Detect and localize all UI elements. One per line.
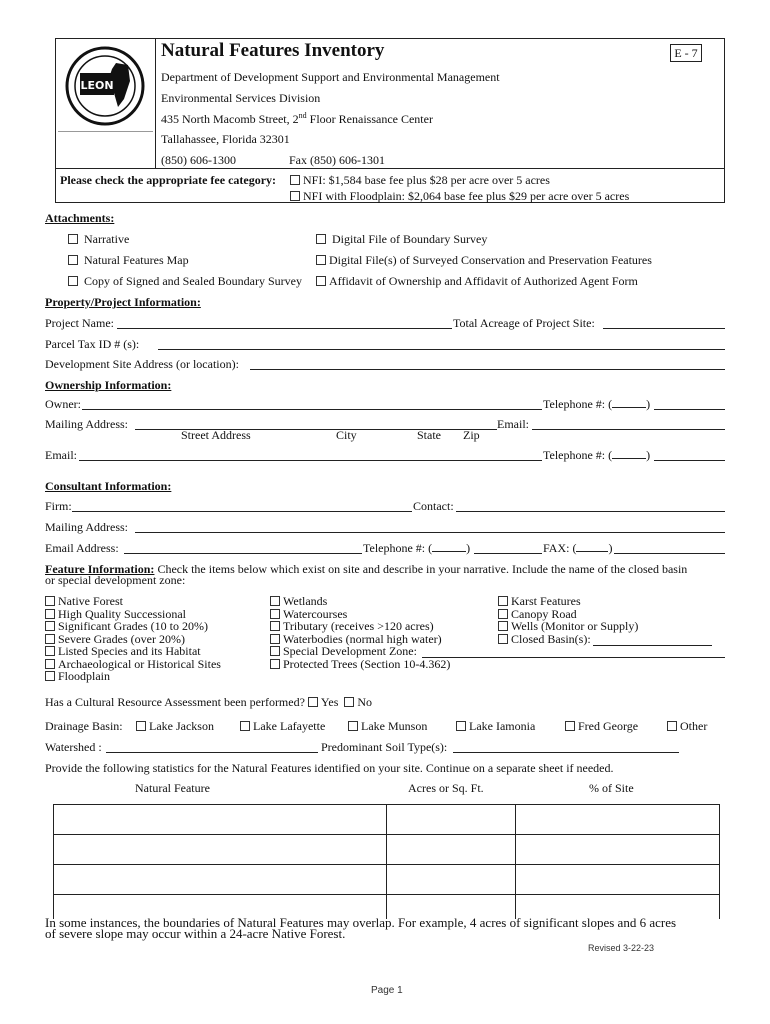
feature-item[interactable]: Watercourses bbox=[270, 608, 450, 621]
logo-text: LEON bbox=[80, 79, 114, 92]
form-code: E - 7 bbox=[670, 44, 702, 62]
drainage-option[interactable]: Fred George bbox=[565, 719, 638, 734]
consultant-telephone-field[interactable] bbox=[474, 553, 542, 554]
feature-item[interactable]: Tributary (receives >120 acres) bbox=[270, 620, 450, 633]
feature-item[interactable]: Floodplain bbox=[45, 670, 221, 683]
table-row bbox=[54, 805, 720, 835]
drainage-option[interactable]: Lake Iamonia bbox=[456, 719, 535, 734]
feature-item[interactable]: Significant Grades (10 to 20%) bbox=[45, 620, 221, 633]
drainage-option[interactable]: Lake Munson bbox=[348, 719, 427, 734]
checkbox-icon[interactable] bbox=[270, 646, 280, 656]
feature-item[interactable]: Native Forest bbox=[45, 595, 221, 608]
checkbox-icon[interactable] bbox=[68, 276, 78, 286]
consultant-heading: Consultant Information: bbox=[45, 479, 172, 493]
checkbox-icon[interactable] bbox=[136, 721, 146, 731]
attachment-affidavit[interactable]: Affidavit of Ownership and Affidavit of Authorized Agent Form bbox=[316, 274, 638, 289]
street-address-caption: Street Address bbox=[181, 428, 251, 442]
property-heading: Property/Project Information: bbox=[45, 295, 201, 309]
fee-label: Please check the appropriate fee category: bbox=[60, 173, 277, 187]
consultant-fax-field[interactable] bbox=[614, 553, 725, 554]
stats-cell[interactable] bbox=[516, 865, 720, 895]
checkbox-icon[interactable] bbox=[316, 276, 326, 286]
fee-option-floodplain[interactable]: NFI with Floodplain: $2,064 base fee plus $29 per acre over 5 acres bbox=[290, 189, 629, 204]
checkbox-icon[interactable] bbox=[498, 596, 508, 606]
feature-item[interactable]: High Quality Successional bbox=[45, 608, 221, 621]
table-row bbox=[54, 835, 720, 865]
leon-county-seal-icon bbox=[58, 41, 153, 131]
watershed-field[interactable] bbox=[106, 752, 318, 753]
consultant-telephone-label: Telephone #: ( ) bbox=[363, 541, 471, 555]
checkbox-icon[interactable] bbox=[68, 255, 78, 265]
cultural-question: Has a Cultural Resource Assessment been performed? Yes No bbox=[45, 695, 373, 709]
checkbox-icon[interactable] bbox=[290, 175, 300, 185]
stats-cell[interactable] bbox=[387, 865, 516, 895]
checkbox-icon[interactable] bbox=[45, 671, 55, 681]
checkbox-icon[interactable] bbox=[68, 234, 78, 244]
zip-caption: Zip bbox=[463, 428, 480, 442]
table-row bbox=[54, 865, 720, 895]
special-zone-field[interactable] bbox=[422, 657, 725, 658]
fee-option-nfi[interactable]: NFI: $1,584 base fee plus $28 per acre over 5 acres bbox=[290, 173, 550, 188]
cultural-no-checkbox-icon[interactable] bbox=[344, 697, 354, 707]
parcel-field[interactable] bbox=[158, 349, 725, 350]
attachment-digital-conservation[interactable]: Digital File(s) of Surveyed Conservation and Preservation Features bbox=[316, 253, 652, 268]
soil-type-field[interactable] bbox=[453, 752, 679, 753]
feature-item[interactable]: Karst Features bbox=[498, 595, 638, 608]
checkbox-icon[interactable] bbox=[348, 721, 358, 731]
checkbox-icon[interactable] bbox=[667, 721, 677, 731]
ownership-heading: Ownership Information: bbox=[45, 378, 172, 392]
feature-column-1 bbox=[45, 595, 221, 683]
project-name-field[interactable] bbox=[117, 328, 452, 329]
checkbox-icon[interactable] bbox=[45, 646, 55, 656]
feature-item[interactable]: Wells (Monitor or Supply) bbox=[498, 620, 638, 633]
owner-telephone2-field[interactable] bbox=[654, 460, 725, 461]
fax-number: Fax (850) 606-1301 bbox=[289, 153, 385, 167]
drainage-option[interactable]: Lake Jackson bbox=[136, 719, 214, 734]
feature-item[interactable]: Wetlands bbox=[270, 595, 450, 608]
owner-telephone-field[interactable] bbox=[654, 409, 725, 410]
checkbox-icon[interactable] bbox=[316, 234, 326, 244]
owner-telephone2-label: Telephone #: ( ) bbox=[543, 448, 651, 462]
attachment-narrative[interactable]: Narrative bbox=[68, 232, 129, 247]
feature-item[interactable]: Closed Basin(s): bbox=[498, 633, 638, 646]
drainage-option[interactable]: Lake Lafayette bbox=[240, 719, 325, 734]
stats-cell[interactable] bbox=[387, 805, 516, 835]
checkbox-icon[interactable] bbox=[270, 596, 280, 606]
city-line: Tallahassee, Florida 32301 bbox=[161, 132, 290, 146]
city-caption: City bbox=[336, 428, 357, 442]
stats-table bbox=[53, 804, 720, 919]
feature-item[interactable]: Severe Grades (over 20%) bbox=[45, 633, 221, 646]
owner-email-inline-label: Email: bbox=[497, 417, 529, 431]
checkbox-icon[interactable] bbox=[270, 609, 280, 619]
stats-col-acres: Acres or Sq. Ft. bbox=[408, 781, 484, 795]
checkbox-icon[interactable] bbox=[498, 609, 508, 619]
checkbox-icon[interactable] bbox=[45, 659, 55, 669]
feature-instructions: Feature Information: Check the items below which exist on site and describe in your narrative. Include the name of the closed basin bbox=[45, 562, 688, 576]
owner-label: Owner: bbox=[45, 397, 81, 411]
checkbox-icon[interactable] bbox=[45, 634, 55, 644]
attachments-heading: Attachments: bbox=[45, 211, 115, 225]
checkbox-icon[interactable] bbox=[270, 621, 280, 631]
checkbox-icon[interactable] bbox=[270, 634, 280, 644]
owner-area-code2-field[interactable] bbox=[612, 458, 646, 459]
project-name-label: Project Name: bbox=[45, 316, 114, 330]
attachment-features-map[interactable]: Natural Features Map bbox=[68, 253, 189, 268]
owner-mailing-label: Mailing Address: bbox=[45, 417, 128, 431]
department-name: Department of Development Support and Environmental Management bbox=[161, 70, 500, 84]
checkbox-icon[interactable] bbox=[270, 659, 280, 669]
attachment-digital-boundary[interactable]: Digital File of Boundary Survey bbox=[316, 232, 487, 247]
checkbox-icon[interactable] bbox=[316, 255, 326, 265]
phone-number: (850) 606-1300 bbox=[161, 153, 236, 167]
stats-instructions: Provide the following statistics for the Natural Features identified on your site. Continue on a separate sheet if needed. bbox=[45, 761, 614, 775]
header-divider bbox=[155, 38, 156, 168]
attachment-copy-survey[interactable]: Copy of Signed and Sealed Boundary Survey bbox=[68, 274, 302, 289]
header-separator bbox=[55, 168, 725, 169]
feature-instructions-2: or special development zone: bbox=[45, 573, 186, 587]
closed-basin-field[interactable] bbox=[593, 645, 712, 646]
stats-cell[interactable] bbox=[54, 835, 387, 865]
logo-underline bbox=[58, 131, 153, 132]
owner-telephone-label: Telephone #: ( ) bbox=[543, 397, 651, 411]
feature-item[interactable]: Special Development Zone: bbox=[270, 645, 450, 658]
checkbox-icon[interactable] bbox=[45, 621, 55, 631]
checkbox-icon[interactable] bbox=[45, 596, 55, 606]
checkbox-icon[interactable] bbox=[240, 721, 250, 731]
watershed-label: Watershed : bbox=[45, 740, 102, 754]
total-acreage-label: Total Acreage of Project Site: bbox=[453, 316, 595, 330]
feature-item[interactable]: Canopy Road bbox=[498, 608, 638, 621]
feature-item[interactable]: Archaeological or Historical Sites bbox=[45, 658, 221, 671]
consultant-mailing-field[interactable] bbox=[135, 532, 725, 533]
stats-cell[interactable] bbox=[387, 835, 516, 865]
consultant-email-field[interactable] bbox=[124, 553, 362, 554]
consultant-email-label: Email Address: bbox=[45, 541, 119, 555]
checkbox-icon[interactable] bbox=[45, 609, 55, 619]
feature-item[interactable]: Listed Species and its Habitat bbox=[45, 645, 221, 658]
consultant-fax-label: FAX: ( ) bbox=[543, 541, 613, 555]
stats-col-percent: % of Site bbox=[589, 781, 634, 795]
stats-col-natural-feature: Natural Feature bbox=[135, 781, 210, 795]
feature-column-3 bbox=[498, 595, 638, 645]
owner-email-inline-field[interactable] bbox=[532, 429, 725, 430]
overlap-note: In some instances, the boundaries of Natural Features may overlap. For example, 4 acres of significant slopes and 6 acres of severe slope may occur within a 24-acre Native Forest. bbox=[45, 915, 677, 941]
contact-label: Contact: bbox=[413, 499, 454, 513]
site-address-label: Development Site Address (or location): bbox=[45, 357, 239, 371]
stats-cell[interactable] bbox=[54, 805, 387, 835]
total-acreage-field[interactable] bbox=[603, 328, 725, 329]
firm-field[interactable] bbox=[72, 511, 412, 512]
checkbox-icon[interactable] bbox=[456, 721, 466, 731]
office-address: 435 North Macomb Street, 2nd Floor Renaissance Center bbox=[161, 111, 433, 126]
page-title: Natural Features Inventory bbox=[161, 40, 385, 61]
drainage-option[interactable]: Other bbox=[667, 719, 707, 734]
checkbox-icon[interactable] bbox=[498, 634, 508, 644]
stats-cell[interactable] bbox=[516, 805, 720, 835]
owner-area-code-field[interactable] bbox=[612, 407, 646, 408]
drainage-label: Drainage Basin: bbox=[45, 719, 123, 733]
stats-cell[interactable] bbox=[516, 835, 720, 865]
contact-field[interactable] bbox=[456, 511, 725, 512]
stats-cell[interactable] bbox=[54, 865, 387, 895]
division-name: Environmental Services Division bbox=[161, 91, 321, 105]
firm-label: Firm: bbox=[45, 499, 72, 513]
state-caption: State bbox=[417, 428, 441, 442]
feature-item[interactable]: Protected Trees (Section 10-4.362) bbox=[270, 658, 450, 671]
consultant-fax-area-field[interactable] bbox=[576, 551, 608, 552]
checkbox-icon[interactable] bbox=[565, 721, 575, 731]
feature-column-2 bbox=[270, 595, 450, 670]
consultant-mailing-label: Mailing Address: bbox=[45, 520, 128, 534]
page-number: Page 1 bbox=[371, 985, 403, 996]
owner-email-field[interactable] bbox=[79, 460, 542, 461]
checkbox-icon[interactable] bbox=[498, 621, 508, 631]
parcel-label: Parcel Tax ID # (s): bbox=[45, 337, 140, 351]
cultural-yes-checkbox-icon[interactable] bbox=[308, 697, 318, 707]
soil-type-label: Predominant Soil Type(s): bbox=[321, 740, 448, 754]
revised-date: Revised 3-22-23 bbox=[588, 943, 655, 953]
owner-email-label: Email: bbox=[45, 448, 77, 462]
site-address-field[interactable] bbox=[250, 369, 725, 370]
feature-item[interactable]: Waterbodies (normal high water) bbox=[270, 633, 450, 646]
owner-field[interactable] bbox=[82, 409, 542, 410]
consultant-area-code-field[interactable] bbox=[432, 551, 466, 552]
checkbox-icon[interactable] bbox=[290, 191, 300, 201]
